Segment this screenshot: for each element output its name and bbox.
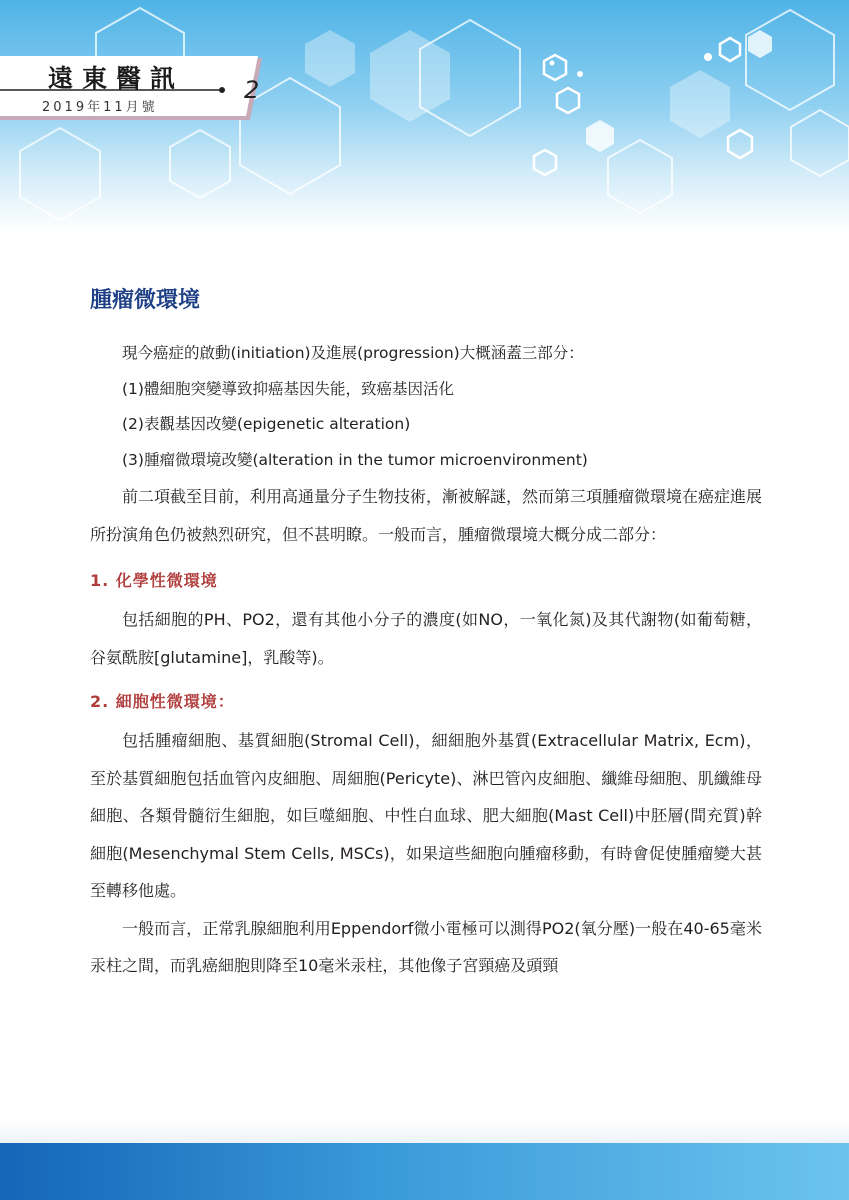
masthead: [0, 56, 270, 122]
footer-bar: [0, 1143, 849, 1200]
magazine-title: 遠東醫訊: [48, 64, 185, 93]
paragraph: 包括腫瘤細胞、基質細胞(Stromal Cell)，細細胞外基質(Extracellular Matrix, Ecm)，至於基質細胞包括血管內皮細胞、周細胞(Pericyte)、淋巴管內皮細胞、纖維母細胞、肌纖維母細胞、各類骨髓衍生細胞，如巨噬細胞、中性白血球、肥大細胞(Mast Cell)中胚層(間充質)幹細胞(Mesenchymal Stem Cells, MSCs)，如果這些細胞向腫瘤移動，有時會促使腫瘤變大甚至轉移他處。: [90, 731, 762, 900]
paragraph: 前二項截至目前，利用高通量分子生物技術，漸被解謎，然而第三項腫瘤微環境在癌症進展所扮演角色仍被熱烈研究，但不甚明瞭。一般而言，腫瘤微環境大概分成二部分：: [90, 487, 763, 544]
intro-list: [90, 336, 762, 478]
intro-line: (3)腫瘤微環境改變(alteration in the tumor microenvironment): [122, 450, 588, 469]
footer-shade: [0, 1121, 849, 1143]
section-heading-cellular: 2. 細胞性微環境：: [90, 692, 235, 711]
intro-line: (1)體細胞突變導致抑癌基因失能，致癌基因活化: [122, 379, 454, 398]
article-title: 腫瘤微環境: [90, 288, 201, 313]
issue-date: 2019年11月號: [42, 100, 158, 115]
article: [90, 282, 762, 985]
intro-line: (2)表觀基因改變(epigenetic alteration): [122, 415, 411, 433]
header-banner: [0, 0, 849, 232]
paragraph: 包括細胞的PH、PO2，還有其他小分子的濃度(如NO，一氧化氮)及其代謝物(如葡萄糖，谷氨酰胺[glutamine]，乳酸等)。: [90, 610, 762, 667]
section-heading-chemical: 1. 化學性微環境: [90, 571, 218, 590]
intro-line: 現今癌症的啟動(initiation)及進展(progression)大概涵蓋三部分：: [122, 344, 584, 362]
page-number: 2: [244, 76, 260, 104]
paragraph: 一般而言，正常乳腺細胞利用Eppendorf微小電極可以測得PO2(氧分壓)一般在40-65毫米汞柱之間，而乳癌細胞則降至10毫米汞柱，其他像子宮頸癌及頭頸: [90, 918, 762, 975]
